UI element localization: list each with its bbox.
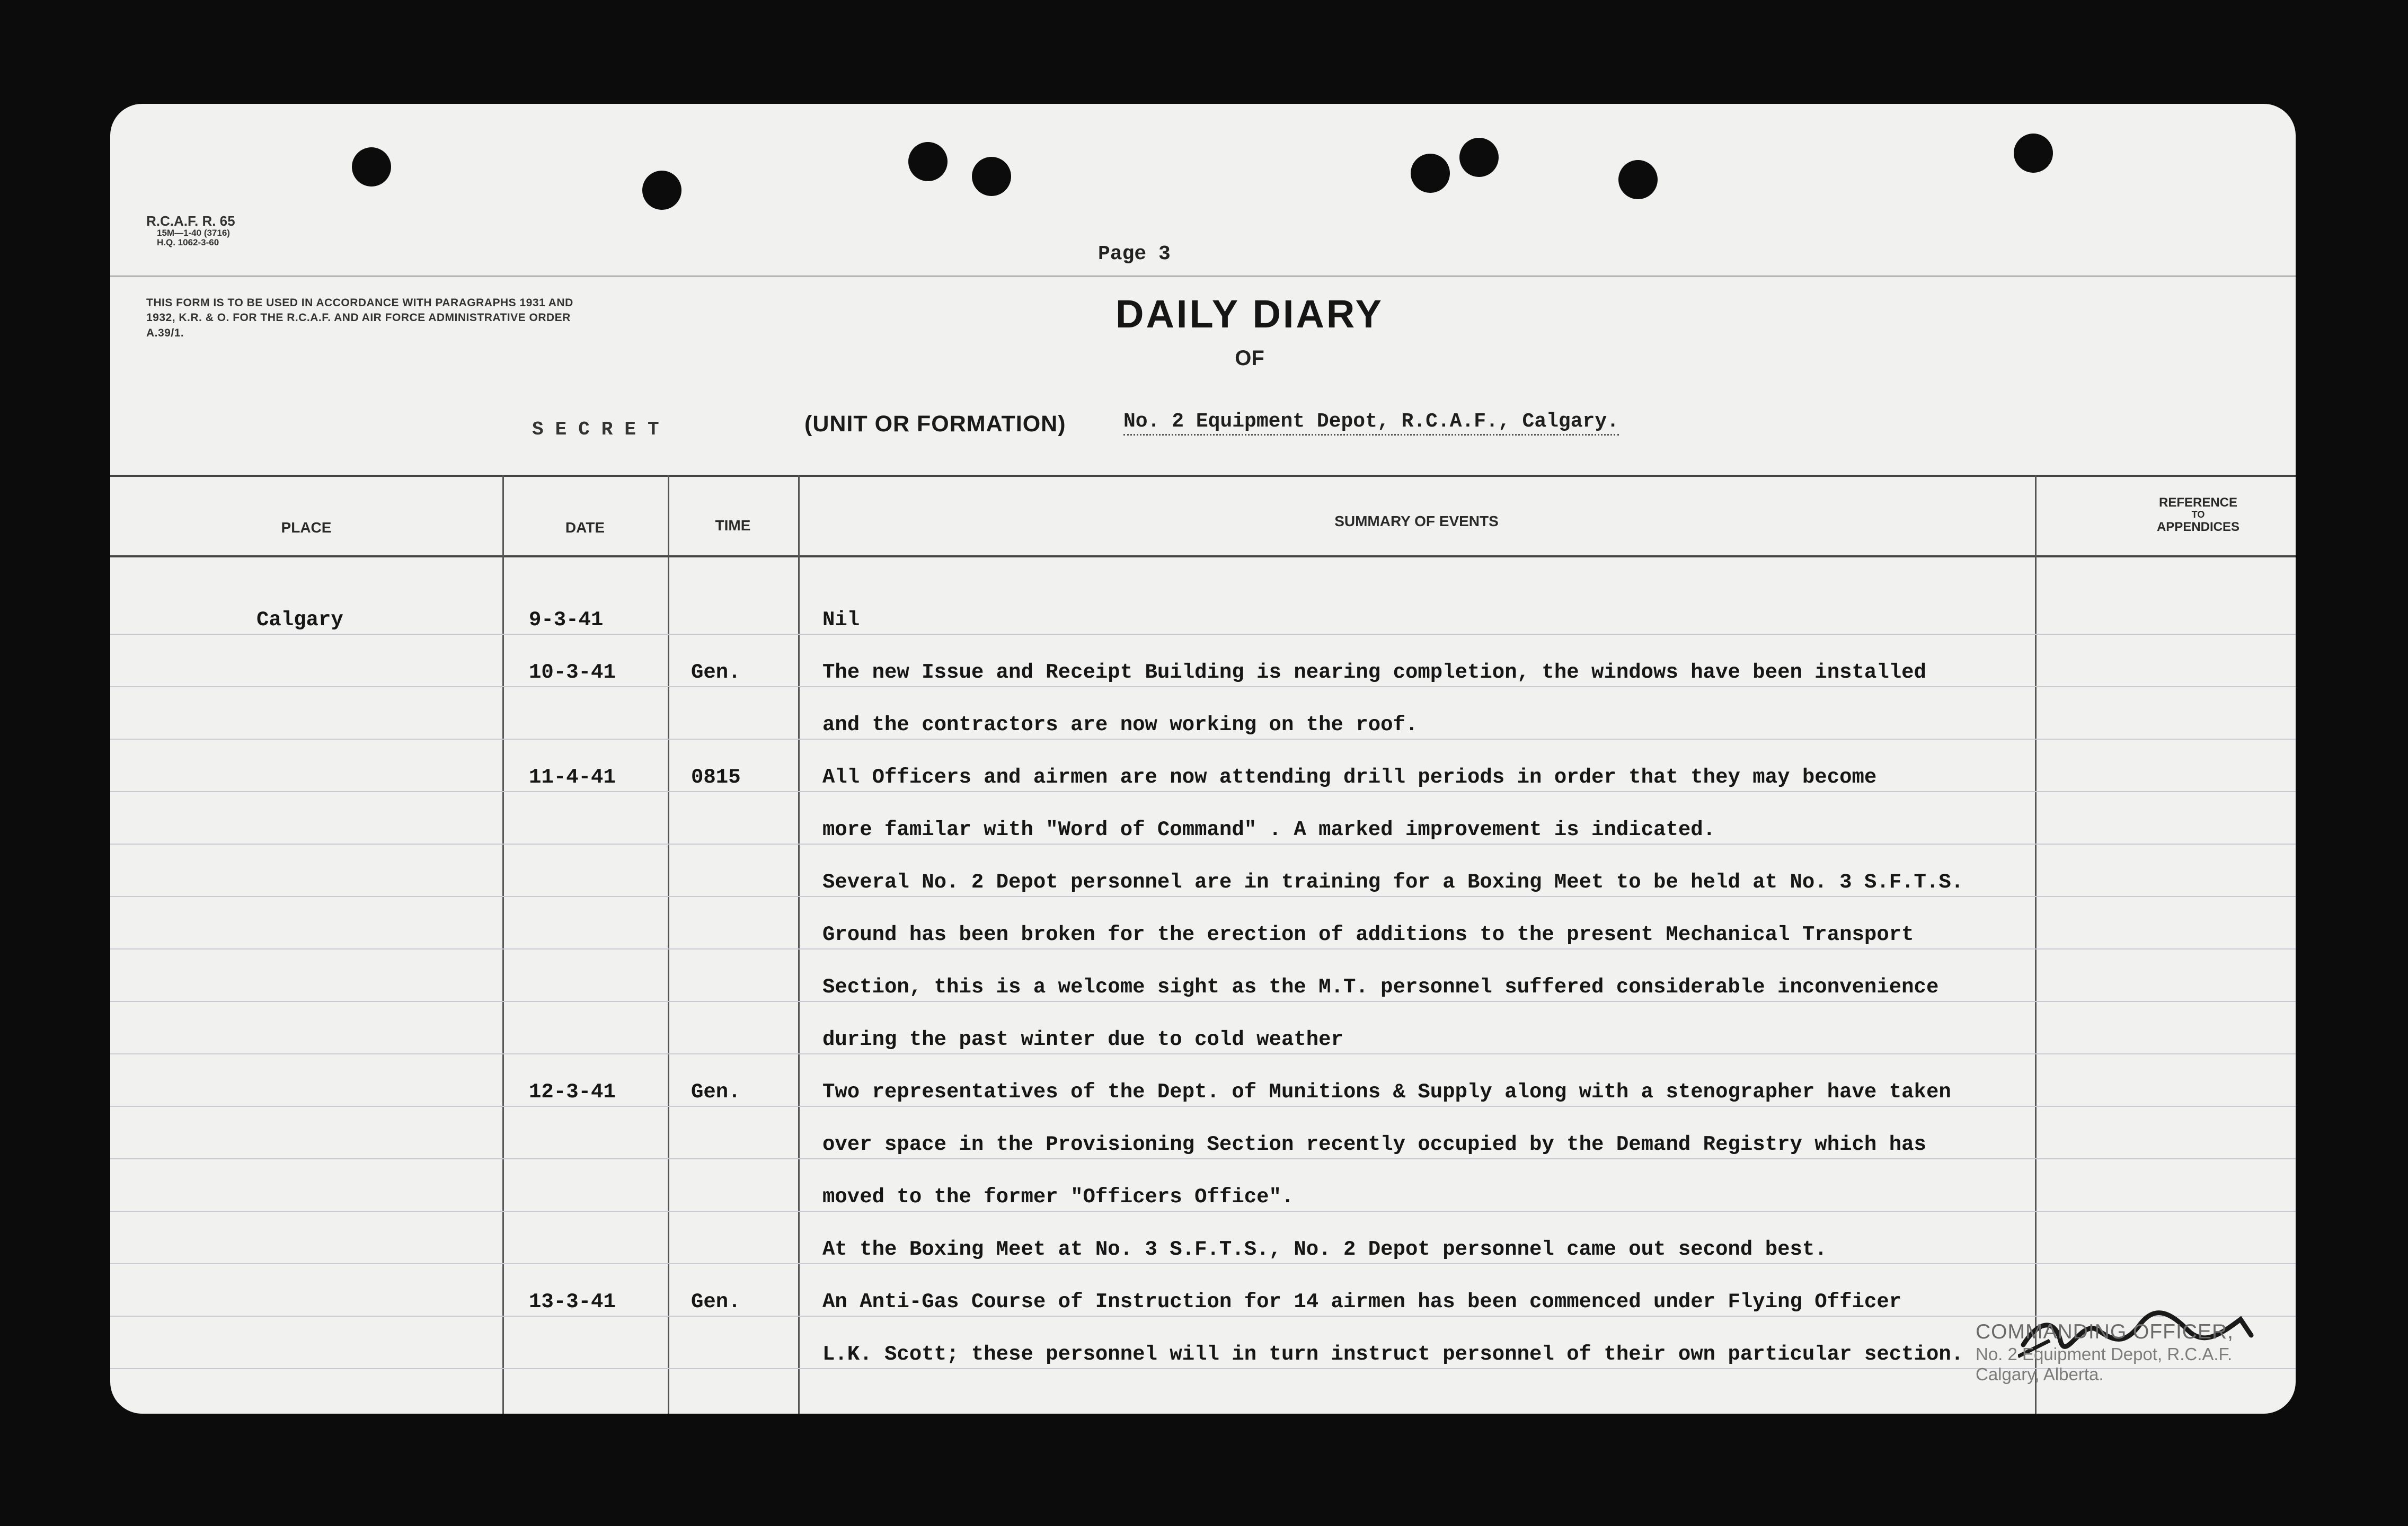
page-number: Page 3	[1098, 243, 1171, 265]
summary-cell: Ground has been broken for the erection of additions to the present Mechanical Transport	[822, 923, 1914, 946]
column-divider	[502, 475, 504, 1414]
table-top-rule	[110, 475, 2296, 477]
commanding-officer-stamp	[1976, 1320, 2296, 1385]
reference-header-line: REFERENCE	[2158, 495, 2238, 510]
summary-cell: and the contractors are now working on the roof.	[822, 713, 1418, 737]
header-rule	[110, 276, 2296, 277]
classification-label: SECRET	[532, 419, 671, 440]
reference-header-line: TO	[2191, 509, 2205, 520]
punch-hole	[1618, 160, 1658, 199]
diary-form-card	[110, 104, 2296, 1414]
punch-hole	[972, 157, 1011, 196]
ruled-line	[110, 948, 2296, 950]
summary-cell: Section, this is a welcome sight as the M.T. personnel suffered considerable inconvenience	[822, 975, 1939, 999]
date-cell: 9-3-41	[529, 608, 604, 632]
ruled-line	[110, 1368, 2296, 1369]
ruled-line	[110, 686, 2296, 687]
table-header-rule	[110, 555, 2296, 557]
column-divider	[2035, 475, 2037, 1414]
ruled-line	[110, 1053, 2296, 1054]
ruled-line	[110, 1158, 2296, 1159]
summary-cell: At the Boxing Meet at No. 3 S.F.T.S., No. 2 Depot personnel came out second best.	[822, 1238, 1827, 1261]
ruled-line	[110, 1001, 2296, 1002]
punch-hole	[2014, 134, 2053, 173]
summary-cell: more familar with "Word of Command" . A marked improvement is indicated.	[822, 818, 1716, 841]
form-id-line: H.Q. 1062-3-60	[157, 237, 219, 248]
form-instructions: THIS FORM IS TO BE USED IN ACCORDANCE WITH PARAGRAPHS 1931 AND 1932, K.R. & O. FOR THE R.C.A.F. AND AIR FORCE ADMINISTRATIVE ORDER A.39/1.	[146, 297, 573, 339]
ruled-line	[110, 896, 2296, 897]
punch-hole	[1459, 138, 1499, 177]
time-cell: Gen.	[691, 1080, 741, 1104]
date-cell: 13-3-41	[529, 1290, 616, 1314]
summary-cell: Nil	[822, 608, 860, 632]
date-cell: 12-3-41	[529, 1080, 616, 1104]
stamp-line: No. 2 Equipment Depot, R.C.A.F.	[1976, 1344, 2233, 1364]
column-header-time: TIME	[715, 517, 751, 534]
reference-header-line: APPENDICES	[2156, 520, 2240, 535]
ruled-line	[110, 739, 2296, 740]
unit-value: No. 2 Equipment Depot, R.C.A.F., Calgary.	[1123, 410, 1619, 436]
punch-hole	[1411, 154, 1450, 193]
summary-cell: over space in the Provisioning Section recently occupied by the Demand Registry which has	[822, 1133, 1926, 1156]
punch-hole	[908, 142, 948, 181]
stamp-line: Calgary, Alberta.	[1976, 1364, 2104, 1384]
column-header-date: DATE	[565, 519, 605, 536]
punch-hole	[352, 147, 391, 187]
summary-cell: during the past winter due to cold weather	[822, 1028, 1343, 1051]
column-divider	[798, 475, 800, 1414]
form-id-line: R.C.A.F. R. 65	[146, 213, 235, 229]
column-header-reference	[2103, 496, 2294, 535]
place-cell: Calgary	[256, 608, 343, 632]
summary-cell: L.K. Scott; these personnel will in turn instruct personnel of their own particular section.	[822, 1343, 1964, 1366]
column-header-summary: SUMMARY OF EVENTS	[1334, 513, 1499, 529]
ruled-line	[110, 634, 2296, 635]
summary-cell: All Officers and airmen are now attending drill periods in order that they may become	[822, 766, 1877, 789]
ruled-line	[110, 1316, 2296, 1317]
time-cell: 0815	[691, 766, 741, 789]
unit-label: (UNIT OR FORMATION)	[804, 411, 1066, 437]
column-divider	[668, 475, 669, 1414]
ruled-line	[110, 791, 2296, 792]
summary-cell: The new Issue and Receipt Building is nearing completion, the windows have been installed	[822, 661, 1926, 684]
summary-cell: Two representatives of the Dept. of Munitions & Supply along with a stenographer have taken	[822, 1080, 1951, 1104]
date-cell: 10-3-41	[529, 661, 616, 684]
punch-hole	[642, 171, 681, 210]
title-of: OF	[1235, 347, 1264, 370]
time-cell: Gen.	[691, 1290, 741, 1314]
ruled-line	[110, 844, 2296, 845]
date-cell: 11-4-41	[529, 766, 616, 789]
form-id-line: 15M—1-40 (3716)	[157, 228, 230, 238]
ruled-line	[110, 1106, 2296, 1107]
column-header-place: PLACE	[281, 519, 332, 536]
ruled-line	[110, 1211, 2296, 1212]
page-title: DAILY DIARY	[1116, 292, 1384, 336]
ruled-line	[110, 1263, 2296, 1264]
summary-cell: Several No. 2 Depot personnel are in training for a Boxing Meet to be held at No. 3 S.F.T.S.	[822, 871, 1964, 894]
summary-cell: moved to the former "Officers Office".	[822, 1185, 1294, 1209]
form-identifier	[146, 214, 235, 247]
stamp-line: COMMANDING OFFICER,	[1976, 1320, 2234, 1343]
time-cell: Gen.	[691, 661, 741, 684]
summary-cell: An Anti-Gas Course of Instruction for 14 airmen has been commenced under Flying Officer	[822, 1290, 1902, 1314]
